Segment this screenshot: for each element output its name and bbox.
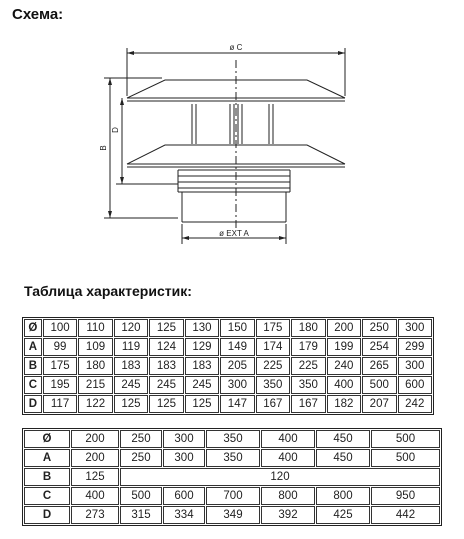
- table-cell: 800: [261, 487, 315, 505]
- table-cell: 425: [316, 506, 370, 524]
- row-header: C: [24, 487, 70, 505]
- table-cell: 600: [163, 487, 205, 505]
- table-cell: 254: [362, 338, 396, 356]
- table-cell: 250: [120, 430, 162, 448]
- table-cell: 273: [71, 506, 119, 524]
- table-cell: 180: [78, 357, 112, 375]
- table-cell: 245: [149, 376, 183, 394]
- table-row: [24, 468, 440, 486]
- table-cell: 225: [291, 357, 325, 375]
- table-cell: 950: [371, 487, 440, 505]
- table-cell: 350: [291, 376, 325, 394]
- table-row: [24, 395, 432, 413]
- table-cell: 349: [206, 506, 260, 524]
- table-row: [24, 506, 440, 524]
- table-cell: 150: [220, 319, 254, 337]
- table-cell: 500: [120, 487, 162, 505]
- table-cell: 350: [206, 449, 260, 467]
- table-cell: 147: [220, 395, 254, 413]
- table-title: Таблица характеристик:: [24, 283, 192, 299]
- row-header: B: [24, 468, 70, 486]
- table-cell: 250: [362, 319, 396, 337]
- table-cell: 183: [185, 357, 219, 375]
- table-cell: 300: [398, 319, 433, 337]
- table-cell: 500: [371, 430, 440, 448]
- table-cell: 299: [398, 338, 433, 356]
- table-cell: 700: [206, 487, 260, 505]
- table-cell: 120: [114, 319, 148, 337]
- table-cell: 300: [163, 430, 205, 448]
- table-cell: 392: [261, 506, 315, 524]
- table-cell: 240: [327, 357, 361, 375]
- table-cell: 200: [71, 430, 119, 448]
- table-cell: 124: [149, 338, 183, 356]
- table-cell: 99: [43, 338, 77, 356]
- table-cell: 175: [43, 357, 77, 375]
- table-row: [24, 319, 432, 337]
- table-cell: 400: [71, 487, 119, 505]
- table-cell: 125: [149, 319, 183, 337]
- row-header: Ø: [24, 319, 42, 337]
- table-cell: 300: [398, 357, 433, 375]
- table-cell: 167: [256, 395, 290, 413]
- table-cell: 205: [220, 357, 254, 375]
- table-cell: 180: [291, 319, 325, 337]
- table-cell: 175: [256, 319, 290, 337]
- table-cell: 125: [149, 395, 183, 413]
- table-cell: 199: [327, 338, 361, 356]
- table-cell: 245: [114, 376, 148, 394]
- table-cell: 207: [362, 395, 396, 413]
- row-header: C: [24, 376, 42, 394]
- table-cell: 125: [185, 395, 219, 413]
- pipe-collar: [178, 170, 290, 192]
- table-cell: 250: [120, 449, 162, 467]
- table-cell: 600: [398, 376, 433, 394]
- table-cell: 122: [78, 395, 112, 413]
- table-cell: 200: [327, 319, 361, 337]
- table-cell-merged: 120: [120, 468, 440, 486]
- table-cell: 400: [261, 449, 315, 467]
- table-cell: 265: [362, 357, 396, 375]
- table-cell: 215: [78, 376, 112, 394]
- table-cell: 300: [220, 376, 254, 394]
- table-cell: 245: [185, 376, 219, 394]
- table-cell: 500: [371, 449, 440, 467]
- table-row: [24, 376, 432, 394]
- table-row: [24, 357, 432, 375]
- table-cell: 200: [71, 449, 119, 467]
- spec-table-1: [22, 317, 434, 415]
- pipe-body: [178, 192, 290, 222]
- table-cell: 183: [149, 357, 183, 375]
- table-cell: 149: [220, 338, 254, 356]
- table-row: [24, 449, 440, 467]
- row-header: D: [24, 506, 70, 524]
- table-cell: 182: [327, 395, 361, 413]
- table-cell: 800: [316, 487, 370, 505]
- table-cell: 183: [114, 357, 148, 375]
- table-cell: 225: [256, 357, 290, 375]
- table-cell: 125: [71, 468, 119, 486]
- label-b: B: [99, 145, 108, 151]
- row-header: D: [24, 395, 42, 413]
- label-ext-a: ø EXT A: [219, 229, 249, 238]
- table-row: [24, 487, 440, 505]
- spec-table-2: [22, 428, 442, 526]
- row-header: Ø: [24, 430, 70, 448]
- table-cell: 129: [185, 338, 219, 356]
- table-row: [24, 430, 440, 448]
- table-cell: 100: [43, 319, 77, 337]
- table-cell: 179: [291, 338, 325, 356]
- row-header: B: [24, 357, 42, 375]
- table-cell: 174: [256, 338, 290, 356]
- table-cell: 195: [43, 376, 77, 394]
- table-cell: 130: [185, 319, 219, 337]
- table-cell: 242: [398, 395, 433, 413]
- table-row: [24, 338, 432, 356]
- table-cell: 442: [371, 506, 440, 524]
- table-cell: 125: [114, 395, 148, 413]
- table-cell: 400: [261, 430, 315, 448]
- table-cell: 334: [163, 506, 205, 524]
- table-cell: 450: [316, 430, 370, 448]
- row-header: A: [24, 338, 42, 356]
- table-cell: 117: [43, 395, 77, 413]
- table-cell: 450: [316, 449, 370, 467]
- label-d: D: [111, 127, 120, 133]
- table-cell: 500: [362, 376, 396, 394]
- table-cell: 110: [78, 319, 112, 337]
- support-legs: [192, 104, 273, 144]
- scheme-title: Схема:: [12, 6, 64, 23]
- table-cell: 167: [291, 395, 325, 413]
- table-cell: 300: [163, 449, 205, 467]
- table-cell: 119: [114, 338, 148, 356]
- row-header: A: [24, 449, 70, 467]
- label-c: ø C: [229, 43, 243, 52]
- table-cell: 400: [327, 376, 361, 394]
- table-cell: 109: [78, 338, 112, 356]
- table-cell: 350: [256, 376, 290, 394]
- table-cell: 350: [206, 430, 260, 448]
- table-cell: 315: [120, 506, 162, 524]
